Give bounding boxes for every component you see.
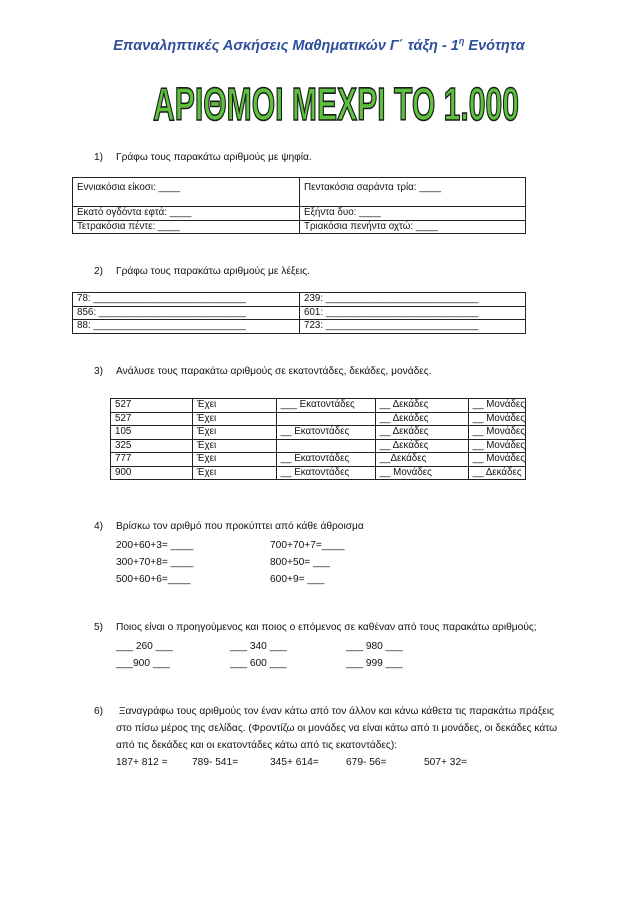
q3-number: 3)	[94, 366, 104, 377]
table-cell: __ Δεκάδες	[375, 426, 468, 440]
q5-item: ___ 260 ___	[116, 641, 173, 652]
table-cell: Εννιακόσια είκοσι: ____	[73, 178, 300, 207]
q4-item: 500+60+6=____	[116, 574, 191, 585]
question-2	[94, 266, 310, 277]
q5-text: Ποιος είναι ο προηγούμενος και ποιος ο επόμενος σε καθέναν από τους παρακάτω αριθμούς;	[116, 622, 537, 633]
question-3	[94, 366, 432, 377]
question-6	[94, 706, 554, 717]
banner-text: ΑΡΙΘΜΟΙ ΜΕΧΡΙ ΤΟ 1.000	[153, 78, 519, 126]
table-cell: 777	[111, 453, 193, 467]
table-cell: 105	[111, 426, 193, 440]
table-cell: Έχει	[192, 439, 276, 453]
q1-text: Γράφω τους παρακάτω αριθμούς με ψηφία.	[116, 152, 312, 163]
q6-text-line: στο πίσω μέρος της σελίδας. (Φροντίζω οι μονάδες να είναι κάτω από τι μονάδες, οι δεκάδες κάτω	[116, 723, 558, 734]
q5-item: ___ 600 ___	[230, 658, 287, 669]
table-cell: Τριακόσια πενήντα οχτώ: ____	[300, 220, 526, 234]
q4-item: 200+60+3= ____	[116, 540, 194, 551]
table-row	[111, 426, 526, 440]
q2-table	[72, 292, 526, 334]
q2-number: 2)	[94, 266, 104, 277]
table-cell: 856: ___________________________	[73, 306, 300, 320]
q5-item: ___ 980 ___	[346, 641, 403, 652]
table-cell: Έχει	[192, 466, 276, 480]
q6-text-line: από τις δεκάδες και οι εκατοντάδες κάτω από τις εκατοντάδες):	[116, 740, 398, 751]
table-row	[73, 320, 526, 334]
table-cell: __ Μονάδες	[375, 466, 468, 480]
table-cell: Έχει	[192, 412, 276, 426]
table-cell: Τετρακόσια πέντε: ____	[73, 220, 300, 234]
q3-table	[110, 398, 526, 480]
banner-title	[150, 78, 522, 126]
question-5	[94, 622, 537, 633]
header-title-end: Ενότητα	[464, 37, 525, 54]
q6-operation: 507+ 32=	[424, 757, 468, 768]
table-cell: __ Μονάδες	[468, 439, 525, 453]
table-cell: __ Μονάδες	[468, 412, 525, 426]
q6-number: 6)	[94, 706, 104, 717]
table-cell: Εκατό ογδόντα εφτά: ____	[73, 207, 300, 221]
q4-item: 700+70+7=____	[270, 540, 345, 551]
table-cell: __ Δεκάδες	[468, 466, 525, 480]
table-cell: __ Εκατοντάδες	[276, 426, 375, 440]
page-header	[0, 36, 638, 54]
q4-item: 300+70+8= ____	[116, 557, 194, 568]
table-row	[111, 466, 526, 480]
header-sup: η	[458, 36, 465, 46]
table-cell: __Δεκάδες	[375, 453, 468, 467]
table-cell: ___ Εκατοντάδες	[276, 399, 375, 413]
q6-operation: 679- 56=	[346, 757, 387, 768]
q5-item: ___900 ___	[116, 658, 170, 669]
table-cell: 325	[111, 439, 193, 453]
table-cell: __ Εκατοντάδες	[276, 453, 375, 467]
table-cell: __ Δεκάδες	[375, 412, 468, 426]
table-cell	[276, 439, 375, 453]
table-cell	[276, 412, 375, 426]
table-cell: Έχει	[192, 399, 276, 413]
q4-item: 600+9= ___	[270, 574, 325, 585]
table-row	[111, 453, 526, 467]
table-cell: __ Δεκάδες	[375, 399, 468, 413]
q3-text: Ανάλυσε τους παρακάτω αριθμούς σε εκατοντάδες, δεκάδες, μονάδες.	[116, 366, 432, 377]
q2-text: Γράφω τους παρακάτω αριθμούς με λέξεις.	[116, 266, 310, 277]
table-row	[73, 220, 526, 234]
table-cell: 239: ____________________________	[300, 293, 526, 307]
q5-item: ___ 999 ___	[346, 658, 403, 669]
table-cell: 900	[111, 466, 193, 480]
table-row	[111, 439, 526, 453]
q1-table	[72, 177, 526, 234]
table-cell: __ Μονάδες	[468, 453, 525, 467]
q6-operation: 187+ 812 =	[116, 757, 168, 768]
table-cell: __ Μονάδες	[468, 426, 525, 440]
q4-item: 800+50= ___	[270, 557, 331, 568]
table-cell: Έχει	[192, 453, 276, 467]
table-cell: __ Δεκάδες	[375, 439, 468, 453]
table-cell: 88: ____________________________	[73, 320, 300, 334]
q5-number: 5)	[94, 622, 104, 633]
table-row	[73, 293, 526, 307]
table-cell: 723: ____________________________	[300, 320, 526, 334]
q6-operation: 789- 541=	[192, 757, 239, 768]
q4-number: 4)	[94, 521, 104, 532]
question-4	[94, 521, 364, 532]
table-cell: Εξήντα δυο: ____	[300, 207, 526, 221]
table-row	[111, 399, 526, 413]
q4-text: Βρίσκω τον αριθμό που προκύπτει από κάθε άθροισμα	[116, 521, 364, 532]
table-cell: __ Εκατοντάδες	[276, 466, 375, 480]
table-cell: 527	[111, 399, 193, 413]
header-title: Επαναληπτικές Ασκήσεις Μαθηματικών Γ΄ τάξη - 1	[113, 37, 459, 54]
q5-item: ___ 340 ___	[230, 641, 287, 652]
question-1	[94, 152, 312, 163]
table-cell: 527	[111, 412, 193, 426]
table-row	[73, 306, 526, 320]
table-cell: Πεντακόσια σαράντα τρία: ____	[300, 178, 526, 207]
table-row	[73, 207, 526, 221]
q6-operation: 345+ 614=	[270, 757, 319, 768]
table-cell: 601: ____________________________	[300, 306, 526, 320]
table-cell: Έχει	[192, 426, 276, 440]
table-row	[73, 178, 526, 207]
table-cell: 78: ____________________________	[73, 293, 300, 307]
q1-number: 1)	[94, 152, 104, 163]
q6-text-line: Ξαναγράφω τους αριθμούς τον έναν κάτω από τον άλλον και κάνω κάθετα τις παρακάτω πράξεις	[116, 706, 555, 717]
table-cell: __ Μονάδες	[468, 399, 525, 413]
table-row	[111, 412, 526, 426]
